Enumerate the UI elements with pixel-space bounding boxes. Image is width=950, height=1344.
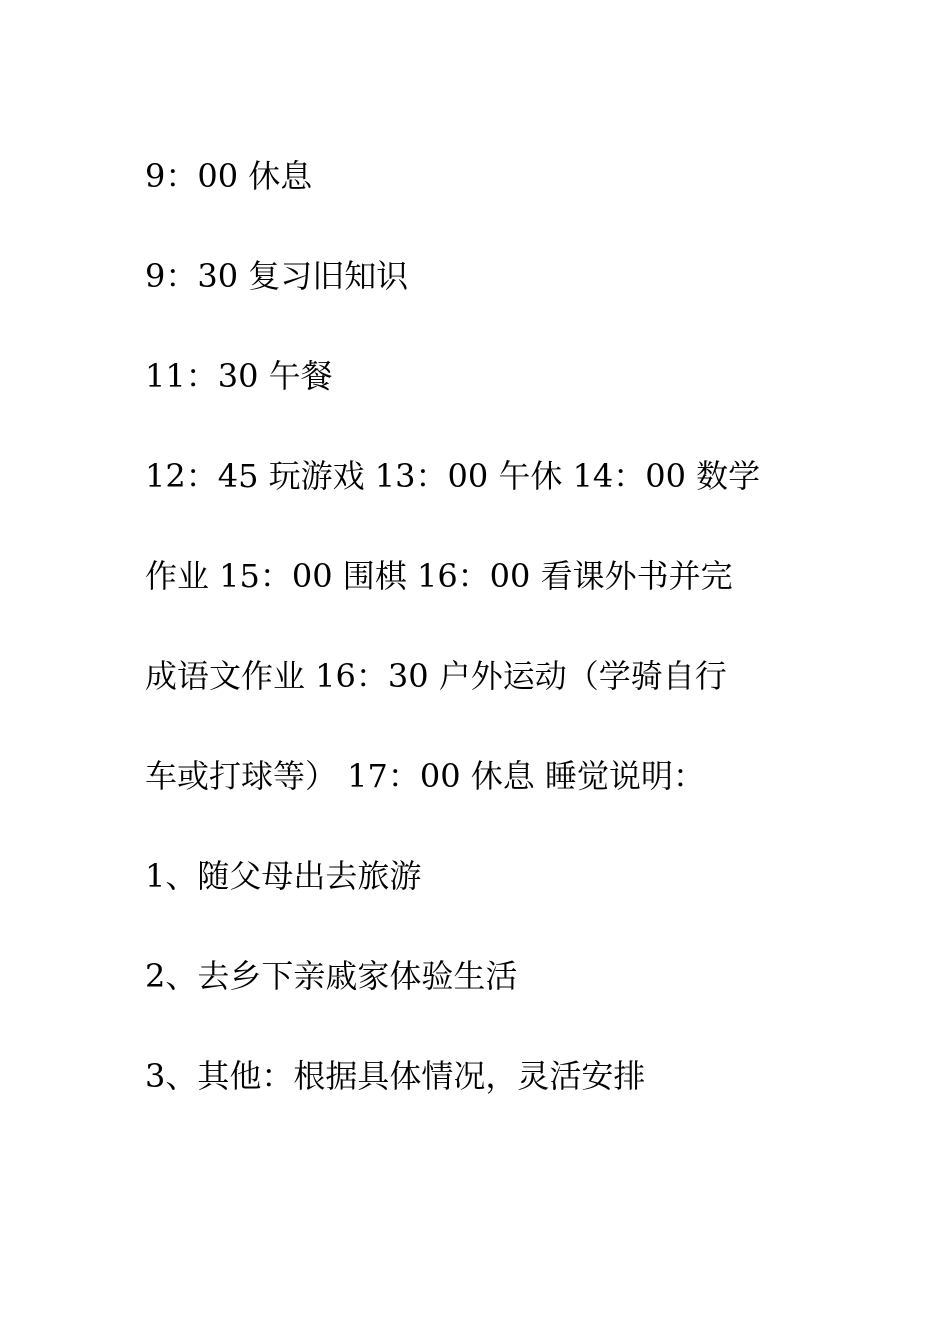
note-item-2: 2、去乡下亲戚家体验生活 [145, 957, 518, 995]
note-item-1: 1、随父母出去旅游 [145, 857, 422, 895]
schedule-paragraph-line-4: 车或打球等） 17：00 休息 睡觉说明： [145, 757, 705, 795]
note-item-3: 3、其他：根据具体情况，灵活安排 [145, 1057, 646, 1095]
document-body [145, 126, 825, 1126]
schedule-paragraph-line-2: 作业 15：00 围棋 16：00 看课外书并完 [145, 557, 733, 595]
schedule-paragraph-line-1: 12：45 玩游戏 13：00 午休 14：00 数学 [145, 457, 761, 495]
schedule-line-0900: 9：00 休息 [145, 157, 313, 195]
schedule-line-1130: 11：30 午餐 [145, 357, 333, 395]
schedule-line-0930: 9：30 复习旧知识 [145, 257, 409, 295]
schedule-paragraph-line-3: 成语文作业 16：30 户外运动（学骑自行 [145, 657, 727, 695]
